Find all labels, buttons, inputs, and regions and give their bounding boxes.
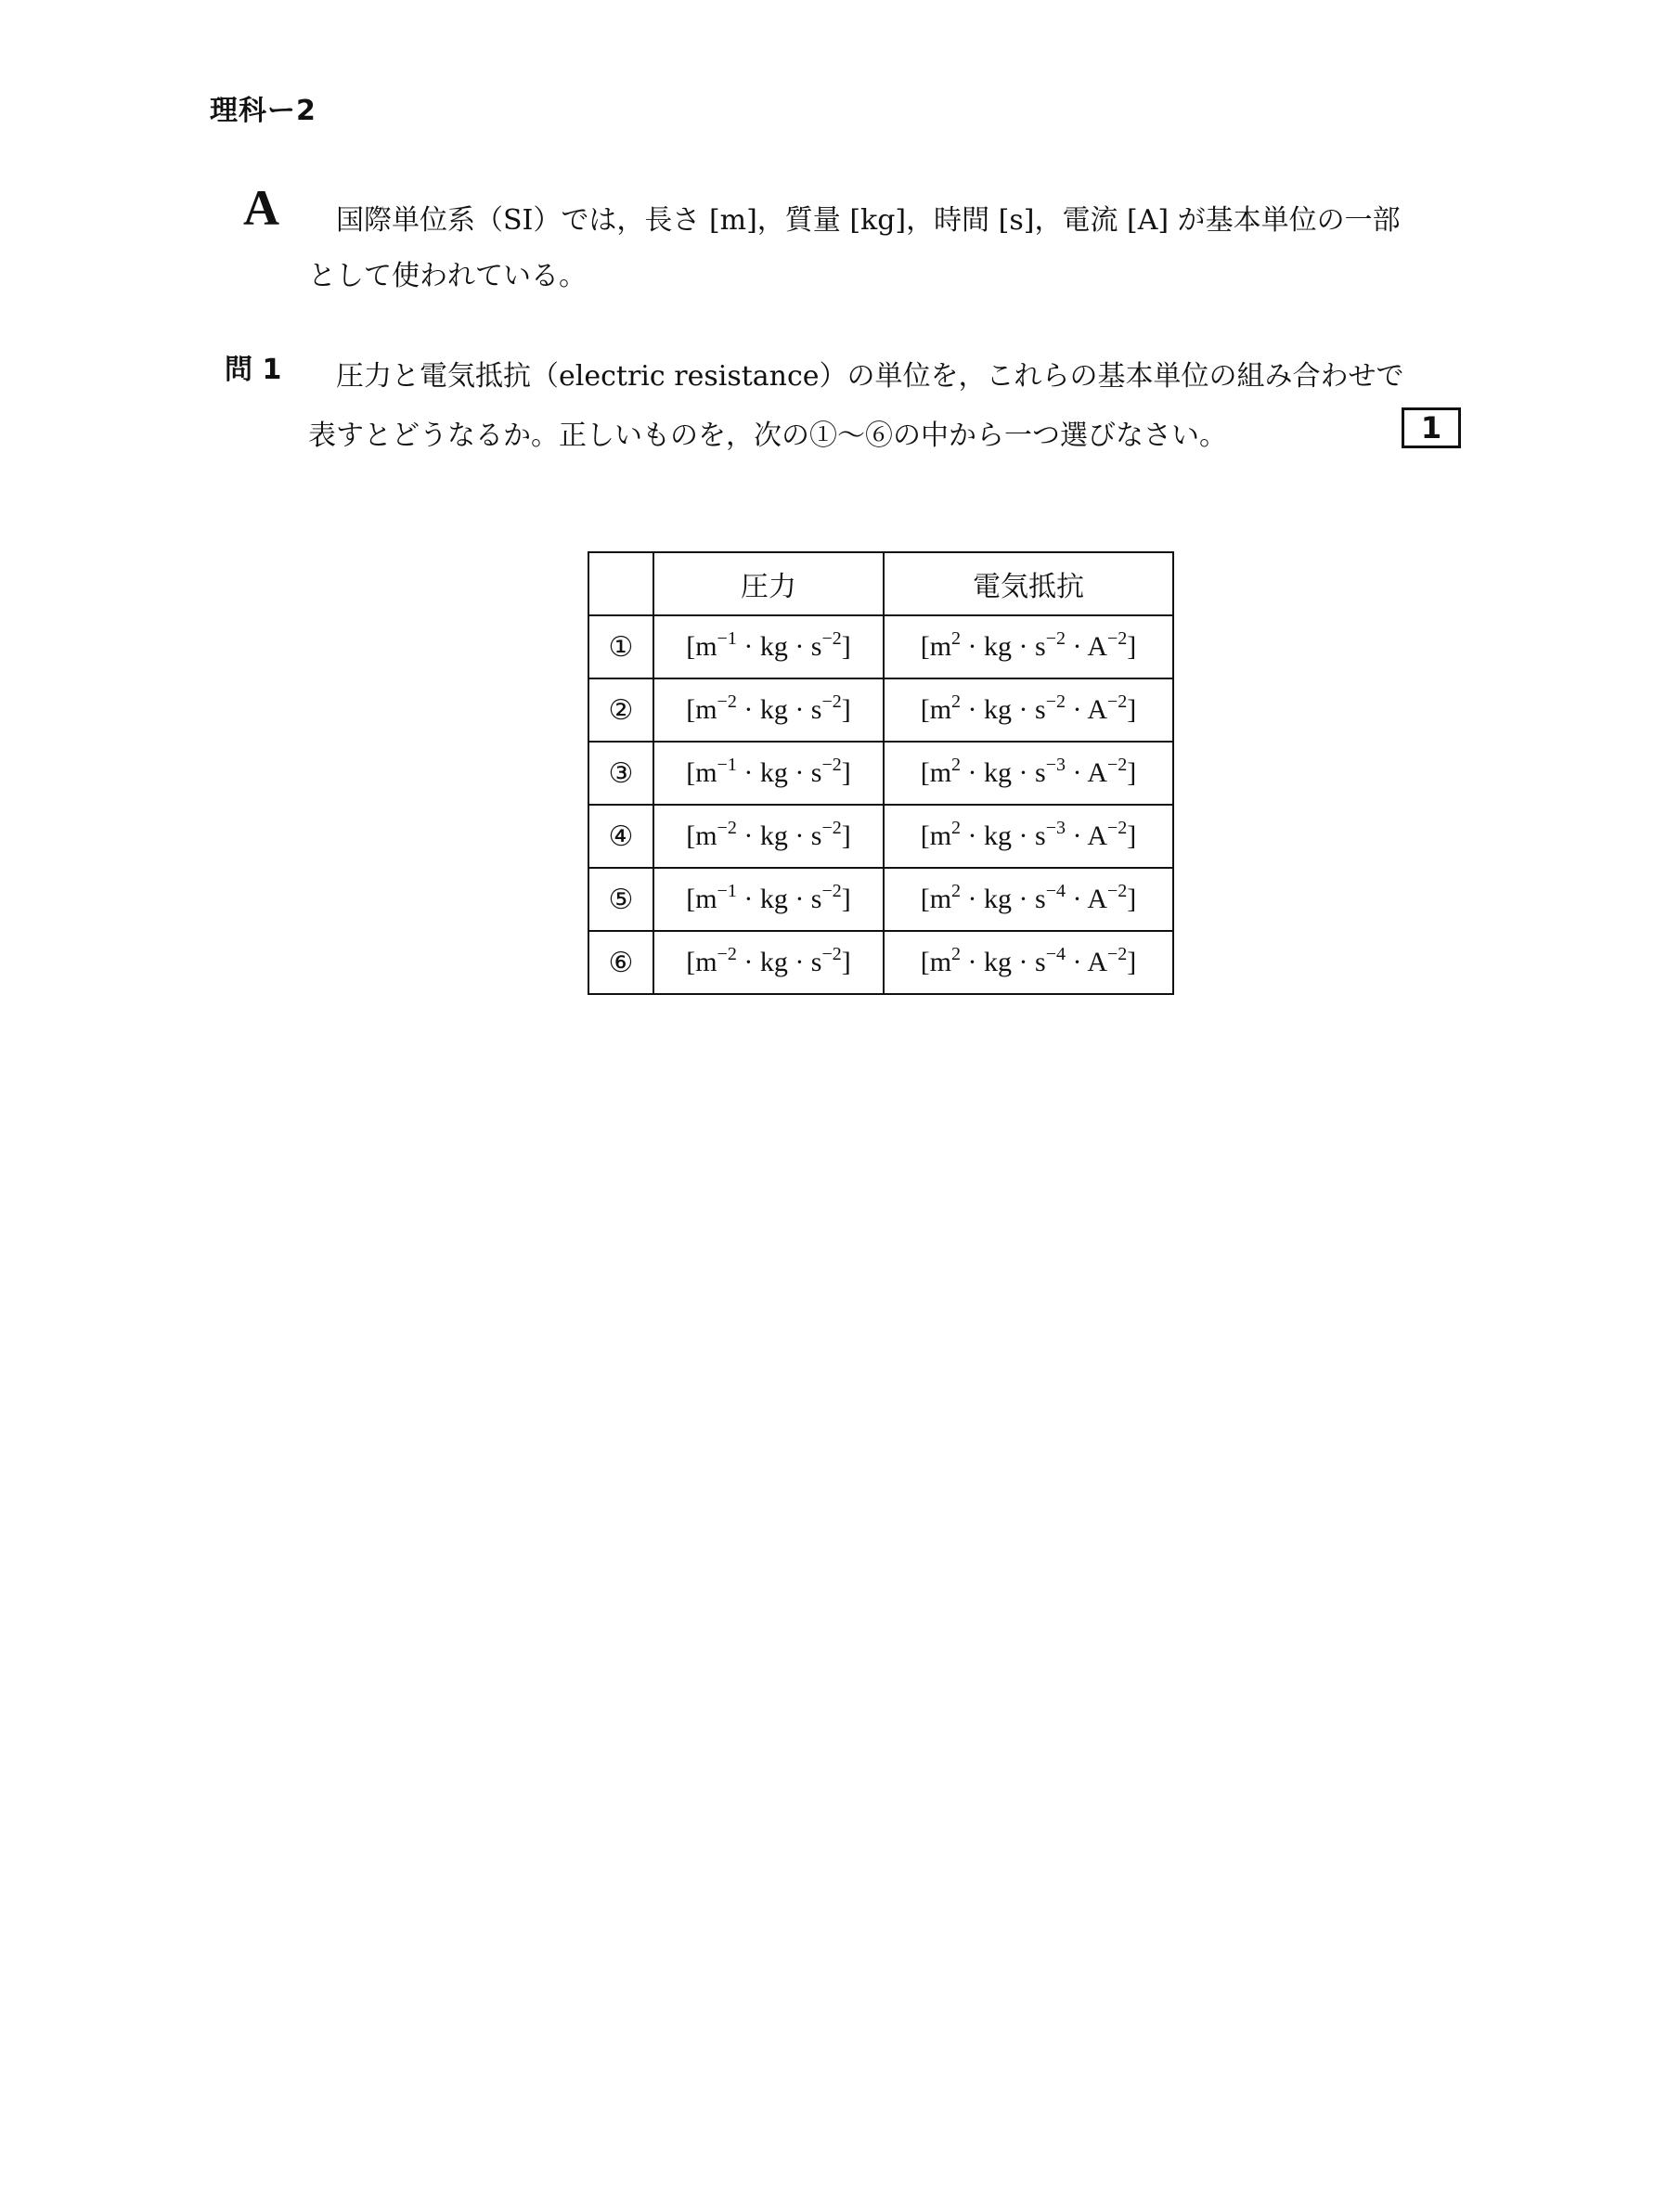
s-exponent: −2 <box>1045 691 1066 712</box>
section-intro <box>308 193 1478 304</box>
resistance-unit: [$m^2$ · kg · $s^{-4} \cdot A^{-2}$] <box>884 931 1173 994</box>
table-header-row <box>588 552 1173 615</box>
m-exponent: −2 <box>717 944 737 964</box>
a-exponent: −2 <box>1106 691 1128 712</box>
pressure-unit: [$m^{-2}$ · kg · $s^{-2}$] <box>653 678 884 742</box>
intro-line-2: として使われている。 <box>308 260 587 292</box>
page-header: 理科ー2 <box>210 95 317 127</box>
question-label: 問 1 <box>225 354 282 386</box>
a-exponent: −2 <box>1106 881 1128 901</box>
a-exponent: −2 <box>1106 628 1128 649</box>
m-exponent: −1 <box>717 628 737 649</box>
m-exponent: 2 <box>951 755 962 775</box>
a-exponent: −2 <box>1106 755 1128 775</box>
header-cell-resistance: 電気抵抗 <box>884 552 1173 615</box>
table-row <box>588 805 1173 868</box>
table-row <box>588 931 1173 994</box>
s-exponent: −2 <box>821 691 842 712</box>
units-table <box>588 551 1174 995</box>
table-row <box>588 742 1173 805</box>
m-exponent: −1 <box>717 755 737 775</box>
m-exponent: −2 <box>717 818 737 838</box>
s-exponent: −3 <box>1045 818 1066 838</box>
resistance-unit: [$m^2$ · kg · $s^{-2} \cdot A^{-2}$] <box>884 615 1173 678</box>
table-row <box>588 678 1173 742</box>
option-number: ⑤ <box>588 868 653 931</box>
header-cell-empty <box>588 552 653 615</box>
m-exponent: 2 <box>951 628 962 649</box>
option-number: ① <box>588 615 653 678</box>
s-exponent: −2 <box>821 628 842 649</box>
option-number: ③ <box>588 742 653 805</box>
option-number: ② <box>588 678 653 742</box>
option-number: ⑥ <box>588 931 653 994</box>
m-exponent: 2 <box>951 691 962 712</box>
a-exponent: −2 <box>1106 944 1128 964</box>
m-exponent: −2 <box>717 691 737 712</box>
pressure-unit: [$m^{-1}$ · kg · $s^{-2}$] <box>653 868 884 931</box>
m-exponent: 2 <box>951 881 962 901</box>
pressure-unit: [$m^{-1}$ · kg · $s^{-2}$] <box>653 615 884 678</box>
s-exponent: −2 <box>821 944 842 964</box>
answer-number-box: 1 <box>1402 407 1461 448</box>
table-row <box>588 868 1173 931</box>
s-exponent: −4 <box>1045 944 1066 964</box>
s-exponent: −3 <box>1045 755 1066 775</box>
m-exponent: −1 <box>717 881 737 901</box>
pressure-unit: [$m^{-1}$ · kg · $s^{-2}$] <box>653 742 884 805</box>
a-exponent: −2 <box>1106 818 1128 838</box>
s-exponent: −4 <box>1045 881 1066 901</box>
table-row <box>588 615 1173 678</box>
pressure-unit: [$m^{-2}$ · kg · $s^{-2}$] <box>653 805 884 868</box>
resistance-unit: [$m^2$ · kg · $s^{-2} \cdot A^{-2}$] <box>884 678 1173 742</box>
question-line-1: 圧力と電気抵抗（electric resistance）の単位を，これらの基本単位の組み合わせで <box>336 360 1404 393</box>
m-exponent: 2 <box>951 944 962 964</box>
section-letter: A <box>243 180 279 236</box>
header-cell-pressure: 圧力 <box>653 552 884 615</box>
question-line-2: 表すとどうなるか。正しいものを，次の①～⑥の中から一つ選びなさい。 <box>308 420 1227 452</box>
intro-line-1: 国際単位系（SI）では，長さ [m]，質量 [kg]，時間 [s]，電流 [A] が基本単位の一部 <box>336 204 1401 237</box>
s-exponent: −2 <box>821 818 842 838</box>
pressure-unit: [$m^{-2}$ · kg · $s^{-2}$] <box>653 931 884 994</box>
s-exponent: −2 <box>821 755 842 775</box>
s-exponent: −2 <box>821 881 842 901</box>
m-exponent: 2 <box>951 818 962 838</box>
s-exponent: −2 <box>1045 628 1066 649</box>
resistance-unit: [$m^2$ · kg · $s^{-4} \cdot A^{-2}$] <box>884 868 1173 931</box>
option-number: ④ <box>588 805 653 868</box>
resistance-unit: [$m^2$ · kg · $s^{-3} \cdot A^{-2}$] <box>884 742 1173 805</box>
question-text <box>308 347 1478 466</box>
resistance-unit: [$m^2$ · kg · $s^{-3} \cdot A^{-2}$] <box>884 805 1173 868</box>
